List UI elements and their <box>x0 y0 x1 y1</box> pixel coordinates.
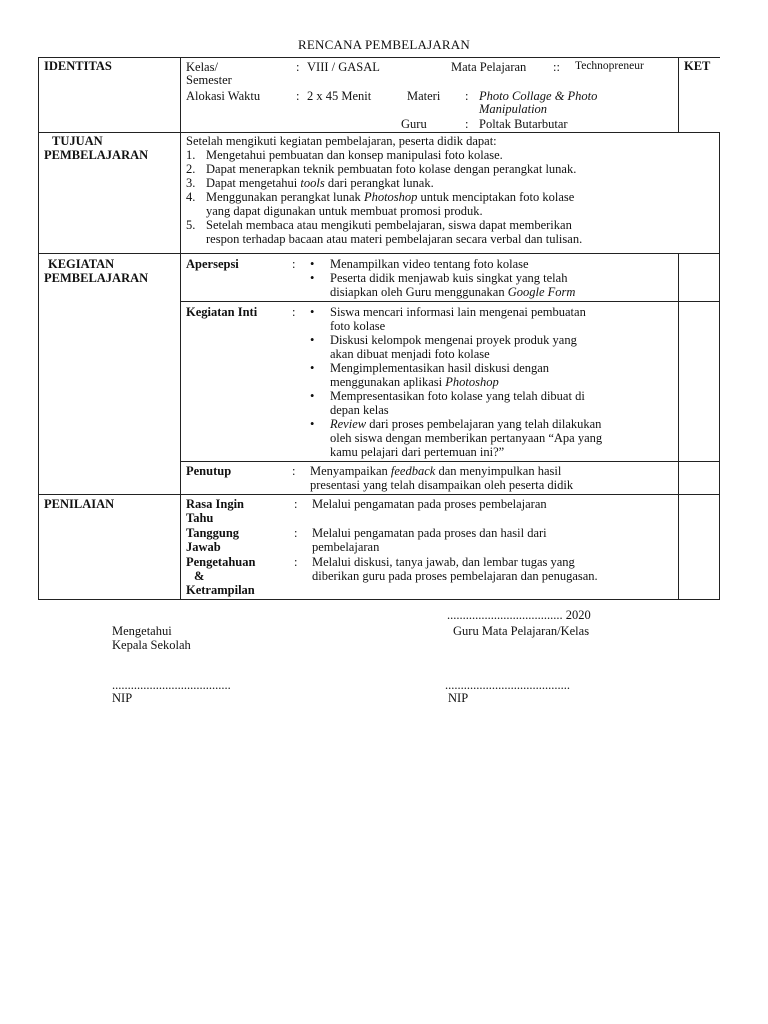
item-text-line2: foto kolase <box>330 319 386 333</box>
penutup-text-part: dan menyimpulkan hasil <box>435 464 562 478</box>
penilaian-content <box>181 495 679 600</box>
penutup-text-line2: presentasi yang telah disampaikan oleh peserta didik <box>310 478 574 492</box>
mapel-label: Mata Pelajaran <box>451 60 527 74</box>
penilaian-aspect <box>186 497 294 525</box>
guru-label: Guru <box>401 117 427 131</box>
item-text-part: dari perangkat lunak. <box>324 176 434 190</box>
method-line2: diberikan guru pada proses pembelajaran dan penugasan. <box>312 569 598 583</box>
penutup-colon: : <box>292 464 296 478</box>
aspect-line1: Pengetahuan <box>186 555 256 569</box>
aspect-line1: Rasa Ingin <box>186 497 245 511</box>
item-number: 4. <box>186 190 196 204</box>
item-italic: Review <box>330 417 367 431</box>
item-number: 2. <box>186 162 196 176</box>
apersepsi-colon: : <box>292 257 296 271</box>
page-title: RENCANA PEMBELAJARAN <box>298 37 470 52</box>
method-line1: Melalui diskusi, tanya jawab, dan lembar tugas yang <box>312 555 575 569</box>
mapel-colon: :: <box>553 60 560 74</box>
identitas-content <box>181 58 679 133</box>
item-text-part: Menggunakan perangkat lunak <box>206 190 364 204</box>
aspect-line3: Ketrampilan <box>186 583 255 597</box>
kegiatan-heading-line1: KEGIATAN <box>48 257 115 271</box>
alokasi-value: 2 x 45 Menit <box>307 89 372 103</box>
item-text <box>330 271 575 299</box>
inti-cell <box>181 302 679 462</box>
semester-label: Semester <box>186 73 232 87</box>
item-text <box>206 218 582 246</box>
item-text-line2: oleh siswa dengan memberikan pertanyaan “Apa yang <box>330 431 603 445</box>
bullet-icon: • <box>310 417 315 431</box>
bullet-icon: • <box>310 271 315 285</box>
tujuan-heading-line1: TUJUAN <box>52 134 103 148</box>
penilaian-method <box>312 555 674 597</box>
list-item <box>186 148 715 162</box>
materi-colon: : <box>465 89 469 103</box>
signature-left-line: ...................................... <box>112 678 231 692</box>
list-item <box>304 389 674 417</box>
penilaian-aspect <box>186 526 294 554</box>
penutup-text <box>310 464 674 492</box>
ket-empty-cell <box>679 462 720 495</box>
kegiatan-heading-line2: PEMBELAJARAN <box>44 271 149 285</box>
apersepsi-list <box>304 257 674 299</box>
item-text <box>330 333 577 361</box>
aspect-line2: & <box>194 569 205 583</box>
list-item <box>304 257 674 271</box>
item-italic: Photoshop <box>363 190 418 204</box>
bullet-icon: • <box>310 305 315 319</box>
list-item <box>304 333 674 361</box>
item-text-line2: disiapkan oleh Guru menggunakan <box>330 285 508 299</box>
identitas-row <box>39 58 720 133</box>
item-number: 5. <box>186 218 196 232</box>
nip-left: NIP <box>112 691 133 705</box>
inti-label: Kegiatan Inti <box>186 305 258 319</box>
materi-value-line2: Manipulation <box>479 102 548 116</box>
apersepsi-label: Apersepsi <box>186 257 239 271</box>
item-text-part: untuk menciptakan foto kolase <box>417 190 575 204</box>
penilaian-aspect <box>186 555 294 597</box>
item-text <box>206 190 574 218</box>
penilaian-item <box>186 526 674 554</box>
alokasi-label: Alokasi Waktu <box>186 89 261 103</box>
item-italic: Photoshop <box>445 375 499 389</box>
item-text <box>330 417 602 459</box>
item-text-line3: kamu pelajari dari pertemuan ini?” <box>330 445 505 459</box>
ket-heading: KET <box>684 59 711 73</box>
list-item <box>186 162 715 176</box>
signature-left-title <box>112 624 191 652</box>
item-text: Dapat menerapkan teknik pembuatan foto kolase dengan perangkat lunak. <box>206 162 577 176</box>
bullet-icon: • <box>310 361 315 375</box>
kelas-colon: : <box>296 60 300 74</box>
alokasi-colon: : <box>296 89 300 103</box>
tujuan-intro: Setelah mengikuti kegiatan pembelajaran, peserta didik dapat: <box>186 134 497 148</box>
penilaian-method <box>312 497 674 525</box>
item-number: 3. <box>186 176 196 190</box>
mengetahui-label: Mengetahui <box>112 624 172 638</box>
penutup-label: Penutup <box>186 464 232 478</box>
item-text-line2: yang dapat digunakan untuk membuat promosi produk. <box>206 204 483 218</box>
item-text-part: Diskusi kelompok mengenai proyek produk yang <box>330 333 577 347</box>
kepala-sekolah-label: Kepala Sekolah <box>112 638 191 652</box>
kelas-label: Kelas/ <box>186 60 218 74</box>
item-text-part: Dapat mengetahui <box>206 176 301 190</box>
item-text-line2: respon terhadap bacaan atau materi pembelajaran secara verbal dan tulisan. <box>206 232 583 246</box>
penutup-cell <box>181 462 679 495</box>
ket-empty-cell <box>679 302 720 462</box>
tujuan-list <box>186 148 715 246</box>
guru-colon: : <box>465 117 469 131</box>
tujuan-content <box>181 133 720 254</box>
kegiatan-apersepsi-row <box>39 254 720 302</box>
materi-value-line1: Photo Collage & Photo <box>479 89 598 103</box>
signature-right-title: Guru Mata Pelajaran/Kelas <box>453 624 590 638</box>
penilaian-method <box>312 526 674 554</box>
tujuan-row <box>39 133 720 254</box>
item-text <box>330 361 549 389</box>
penilaian-row <box>39 495 720 600</box>
penutup-text-part: Menyampaikan <box>310 464 391 478</box>
penilaian-item <box>186 497 674 525</box>
penilaian-colon: : <box>294 526 298 540</box>
item-text <box>330 305 586 333</box>
item-text-line2: depan kelas <box>330 403 389 417</box>
ket-cell <box>679 58 720 133</box>
item-text <box>330 389 585 417</box>
nip-right: NIP <box>448 691 469 705</box>
item-text-part: dari proses pembelajaran yang telah dilakukan <box>366 417 602 431</box>
mapel-value: Technopreneur <box>575 60 644 72</box>
identitas-section-cell <box>39 58 181 133</box>
bullet-icon: • <box>310 389 315 403</box>
tujuan-section-cell <box>39 133 181 254</box>
penilaian-item <box>186 555 674 597</box>
tujuan-heading-line2: PEMBELAJARAN <box>44 148 149 162</box>
item-text-part: Peserta didik menjawab kuis singkat yang telah <box>330 271 568 285</box>
item-text-part: Mempresentasikan foto kolase yang telah dibuat di <box>330 389 585 403</box>
guru-value: Poltak Butarbutar <box>479 117 568 131</box>
method-line1: Melalui pengamatan pada proses dan hasil dari <box>312 526 547 540</box>
penilaian-section-cell <box>39 495 181 600</box>
lesson-plan-table <box>38 57 720 600</box>
item-text-line2: menggunakan aplikasi <box>330 375 446 389</box>
item-italic: tools <box>300 176 325 190</box>
inti-colon: : <box>292 305 296 319</box>
list-item <box>186 176 715 190</box>
aspect-line2: Tahu <box>186 511 214 525</box>
ket-empty-cell <box>679 495 720 600</box>
signature-right-line: ........................................ <box>445 678 570 692</box>
item-text-line2: akan dibuat menjadi foto kolase <box>330 347 490 361</box>
penilaian-colon: : <box>294 555 298 569</box>
aspect-line2: Jawab <box>186 540 221 554</box>
item-text-part: Siswa mencari informasi lain mengenai pembuatan <box>330 305 586 319</box>
method-line1: Melalui pengamatan pada proses pembelajaran <box>312 497 547 511</box>
list-item <box>304 271 674 299</box>
item-text-part: Setelah membaca atau mengikuti pembelajaran, siswa dapat memberikan <box>206 218 572 232</box>
bullet-icon: • <box>310 333 315 347</box>
apersepsi-cell <box>181 254 679 302</box>
penilaian-colon: : <box>294 497 298 511</box>
list-item <box>186 218 715 246</box>
ket-empty-cell <box>679 254 720 302</box>
materi-label: Materi <box>407 89 441 103</box>
penilaian-heading: PENILAIAN <box>44 497 115 511</box>
list-item <box>304 417 674 459</box>
item-text-part: Mengimplementasikan hasil diskusi dengan <box>330 361 550 375</box>
penutup-italic: feedback <box>390 464 436 478</box>
kegiatan-section-cell <box>39 254 181 495</box>
item-number: 1. <box>186 148 196 162</box>
signature-date: ..................................... 2020 <box>447 608 591 622</box>
item-text: Mengetahui pembuatan dan konsep manipulasi foto kolase. <box>206 148 503 162</box>
item-text <box>206 176 434 190</box>
bullet-icon: • <box>310 257 315 271</box>
list-item <box>186 190 715 218</box>
identitas-heading: IDENTITAS <box>44 59 112 73</box>
method-line2: pembelajaran <box>312 540 380 554</box>
item-text: Menampilkan video tentang foto kolase <box>330 257 529 271</box>
kelas-value: VIII / GASAL <box>307 60 380 74</box>
list-item <box>304 305 674 333</box>
item-italic: Google Form <box>507 285 576 299</box>
inti-list <box>304 305 674 459</box>
list-item <box>304 361 674 389</box>
aspect-line1: Tanggung <box>186 526 240 540</box>
